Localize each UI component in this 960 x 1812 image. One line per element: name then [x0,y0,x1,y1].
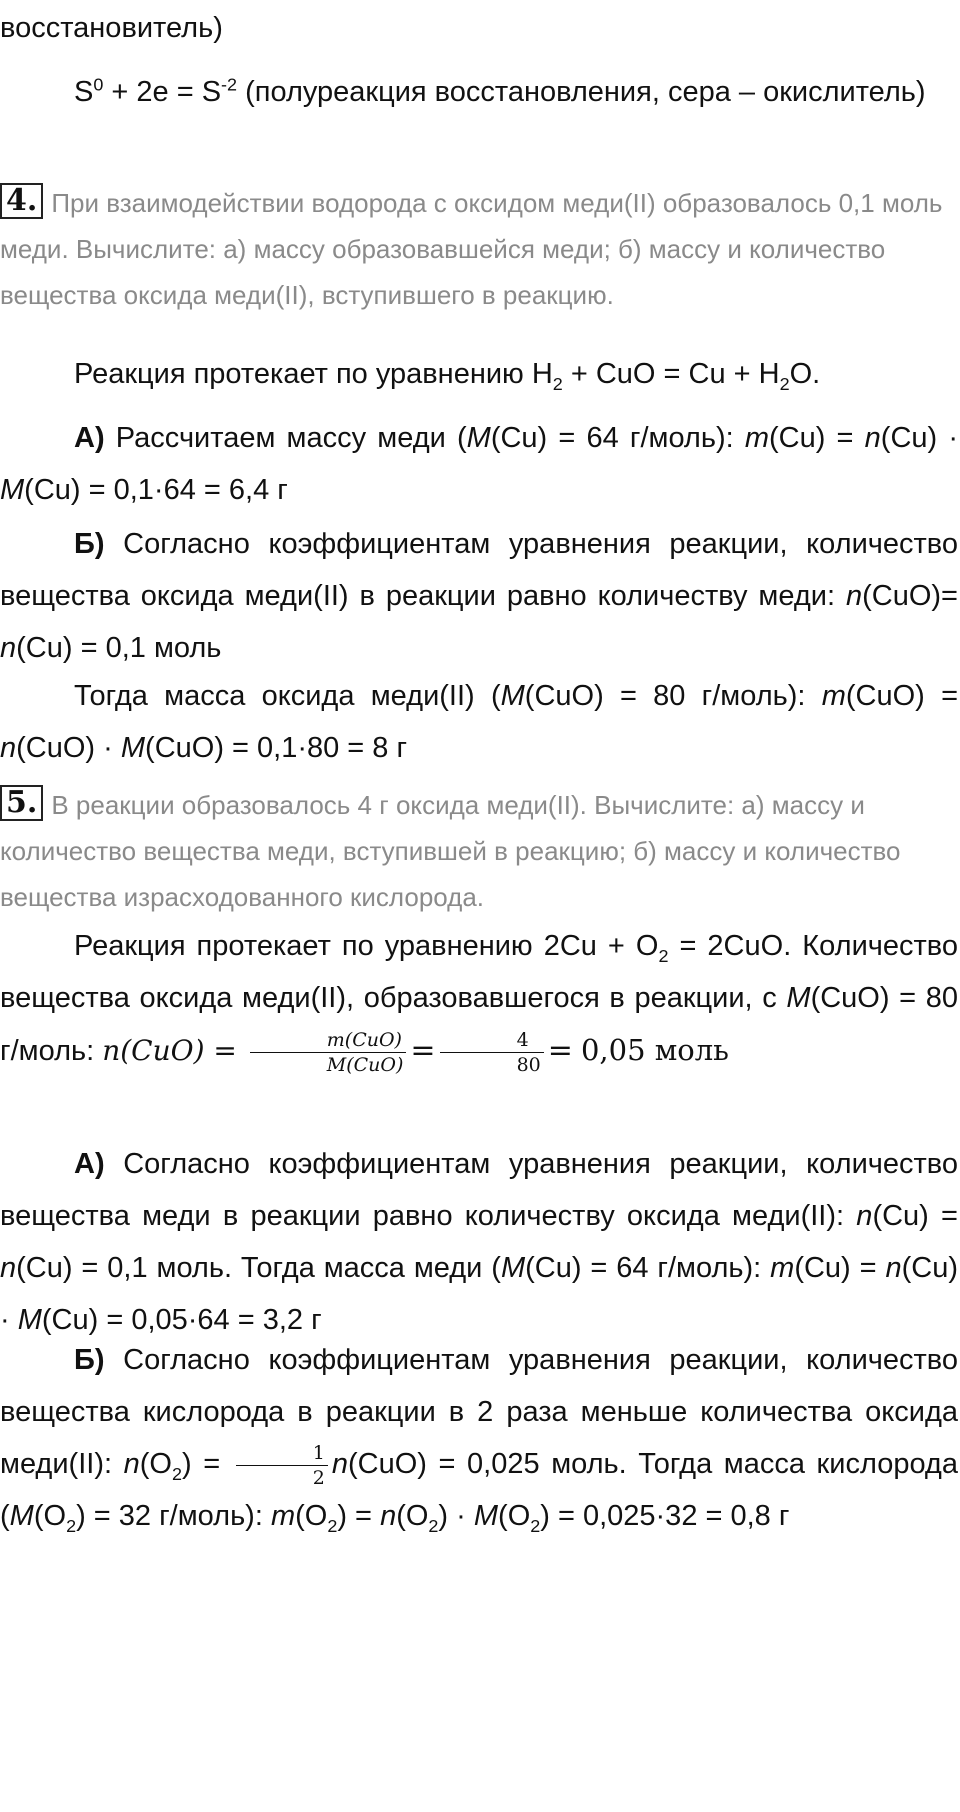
part-a-label: А) [74,422,105,454]
text: Рассчитаем массу меди ( [104,422,467,454]
symbol-n: n [0,632,17,664]
task-4-question [0,180,958,318]
text: (O [295,1500,328,1532]
text: Реакция протекает по уравнению 2Cu + O [74,930,659,962]
text: (Cu) = 0,05·64 = 3,2 г [41,1304,322,1336]
task-5-question [0,782,958,920]
text: (O [498,1500,531,1532]
text: Согласно коэффициентам уравнения реакции, количество вещества оксида меди(II) в реакции равно количеству меди: [0,528,958,612]
text: (O [139,1448,172,1480]
symbol-n: n [885,1252,902,1284]
symbol-M: M [473,1500,499,1532]
task-4-equation [0,348,958,400]
symbol-m: m [770,1252,795,1284]
text: (Cu) · [880,422,958,454]
task-4-part-c [0,670,958,774]
text: Согласно коэффициентам уравнения реакции, количество вещества меди в реакции равно количеству оксида меди(II): [0,1148,958,1232]
math-result: 0,05 моль [580,1033,729,1067]
carryover-text: восстановитель) [0,12,223,44]
fraction-4-over-80 [440,1028,544,1077]
task-5-question-text: В реакции образовалось 4 г оксида меди(II). Вычислите: а) массу и количество вещества меди, вступившей в реакцию; б) массу и количество вещества израсходованного кислорода. [0,790,901,912]
text: (CuO) = 0,025 моль. Тогда масса кислорода ( [0,1448,958,1532]
text: (Cu) = 0,1 моль [16,632,222,664]
text: (Cu) = 0,1·64 = 6,4 г [24,474,288,506]
text: (Cu) = [872,1200,958,1232]
sulfur-charge-minus2: -2 [221,74,238,95]
reduction-halfreaction [0,66,958,118]
symbol-n: n [0,732,17,764]
text: (Cu) = [794,1252,886,1284]
text: (CuO)= [862,580,958,612]
sub-2: 2 [327,1515,338,1536]
symbol-M: M [500,1252,526,1284]
frac-numerator: 4 [440,1028,544,1053]
symbol-n: n [380,1500,397,1532]
symbol-m: m [821,680,846,712]
eq-part: + CuO = Cu + H [562,358,780,390]
text: (CuO) = 80 г/моль): [524,680,822,712]
text: (Cu) · [0,1252,958,1336]
text: (Cu) = 64 г/моль): [525,1252,771,1284]
symbol-n: n [845,580,863,612]
equals-sign: = [410,1033,436,1068]
sub-2: 2 [171,1463,182,1484]
symbol-n: n [331,1448,348,1480]
symbol-M: M [9,1500,34,1532]
eq-part: O. [789,358,821,390]
text: (Cu) = 0,1 моль. Тогда масса меди ( [16,1252,501,1284]
symbol-M: M [17,1304,42,1336]
math-lhs: n(CuO) = [102,1034,246,1067]
sub-2: 2 [530,1515,541,1536]
symbol-M: M [786,982,811,1014]
task-5-reaction [0,920,958,1077]
symbol-m: m [744,422,770,454]
task-4-number: 4. [0,183,43,219]
part-b-label: Б) [74,1344,105,1376]
part-a-label: А) [74,1148,105,1180]
text: (O [33,1500,67,1532]
frac-denominator: 80 [516,1053,541,1076]
sub-2: 2 [658,945,669,966]
task-5-number: 5. [0,785,43,821]
text: Согласно коэффициентам уравнения реакции, количество вещества кислорода в реакции в 2 раза меньше количества оксида меди(II): [0,1344,958,1480]
sub-2: 2 [552,373,563,394]
text: ) = 0,025·32 = 0,8 г [540,1500,790,1532]
symbol-n: n [864,422,881,454]
text: (CuO) = 0,1·80 = 8 г [145,732,408,764]
symbol-n: n [856,1200,873,1232]
text: (O [396,1500,429,1532]
reduction-middle: + 2e = S [103,76,222,108]
symbol-M: M [500,680,525,712]
fraction-one-half [236,1441,328,1490]
symbol-m: m [270,1500,296,1532]
text: ) = [181,1448,232,1480]
eq-part: Реакция протекает по уравнению H [74,358,553,390]
equals-sign: = [547,1033,573,1068]
text: (CuO) = 80 г/моль: [0,982,958,1067]
task-5-part-a [0,1138,958,1346]
text: Тогда масса оксида меди(II) ( [74,680,501,712]
frac-numerator: 1 [236,1441,328,1466]
frac-denominator: 2 [312,1466,325,1489]
task-5-part-b [0,1334,958,1542]
task-4-part-b [0,518,958,674]
task-4-part-a [0,412,958,516]
frac-numerator: m(CuO) [250,1028,407,1053]
symbol-n: n [0,1252,17,1284]
fraction-m-over-M [250,1028,407,1077]
text: = 2CuO. Количество вещества оксида меди(II), образовавшегося в реакции, с [0,930,959,1014]
symbol-M: M [120,732,146,764]
sub-2: 2 [428,1515,439,1536]
carryover-line [0,2,958,54]
frac-denominator: M(CuO) [326,1053,404,1076]
text: ) · [438,1500,474,1532]
text: (CuO) = [845,680,958,712]
sub-2: 2 [66,1515,77,1536]
symbol-M: M [0,474,25,506]
text: (CuO) · [16,732,121,764]
text: ) = [337,1500,381,1532]
symbol-M: M [466,422,491,454]
part-b-label: Б) [74,528,105,560]
reduction-comment: (полуреакция восстановления, сера – окислитель) [237,76,926,108]
text: (Cu) = [769,422,865,454]
sub-2: 2 [779,373,790,394]
text: ) = 32 г/моль): [76,1500,271,1532]
text: (Cu) = 64 г/моль): [490,422,745,454]
symbol-n: n [123,1448,140,1480]
task-4-question-text: При взаимодействии водорода с оксидом меди(II) образовалось 0,1 моль меди. Вычислите: а) массу образовавшейся меди; б) массу и количество вещества оксида меди(II), вступившего в реакцию. [0,188,943,310]
sulfur-symbol: S [74,76,94,108]
sulfur-charge-0: 0 [93,74,104,95]
